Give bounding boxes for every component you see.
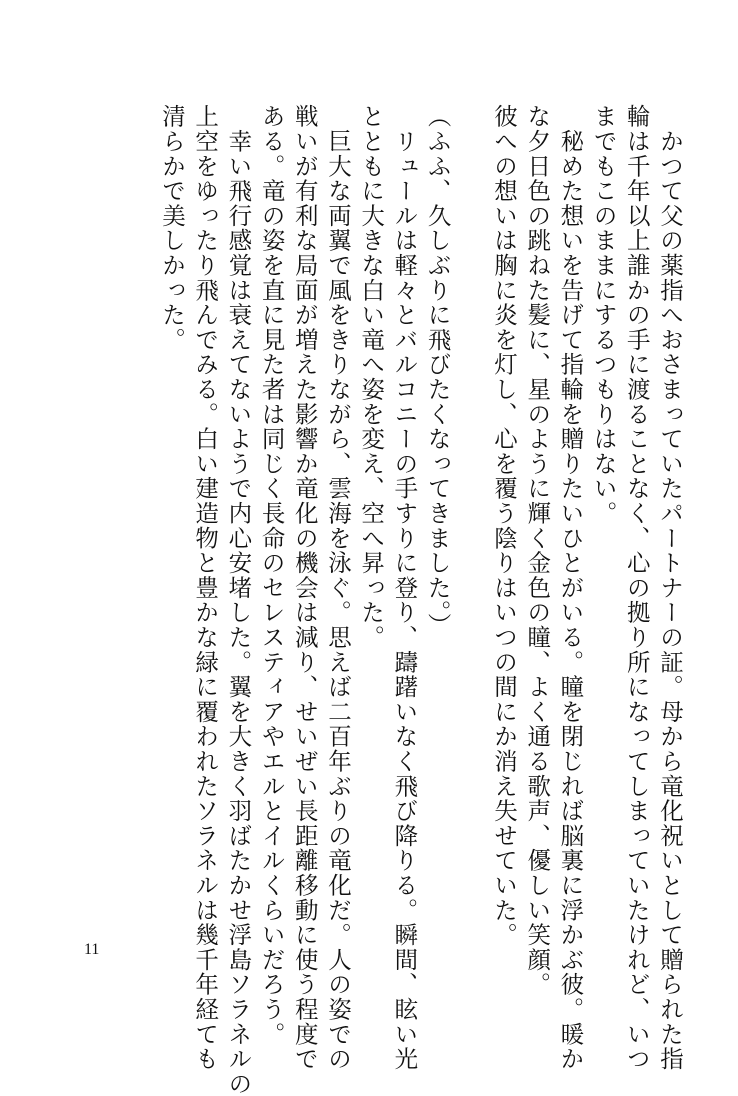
page-number: 11 — [84, 941, 100, 958]
text-line: （ふふ、久しぶりに飛びたくなってきました。） — [423, 104, 452, 638]
vertical-body-text — [155, 104, 686, 1096]
text-line: リュールは軽々とバルコニーの手すりに登り、躊躇いなく飛び降りる。瞬間、眩い光 — [390, 104, 419, 1072]
text-line: までもこのままにするつもりはない。 — [589, 104, 618, 526]
text-line: 上空をゆったり飛んでみる。白い建造物と豊かな緑に覆われたソラネルは幾千年経ても — [191, 104, 220, 1072]
text-line: 巨大な両翼で風をきりながら、雲海を泳ぐ。思えば二百年ぶりの竜化だ。人の姿での — [323, 104, 352, 1072]
text-line: かつて父の薬指へおさまっていたパートナーの証。母から竜化祝いとして贈られた指 — [656, 104, 684, 1072]
text-line: とともに大きな白い竜へ姿を変え、空へ昇った。 — [357, 104, 386, 650]
text-line: 幸い飛行感覚は衰えてないようで内心安堵した。翼を大きく羽ばたかせ浮島ソラネルの — [224, 104, 253, 1096]
text-line: 輪は千年以上誰かの手に渡ることなく、心の拠り所になってしまっていたけれど、いつ — [622, 104, 651, 1072]
text-line: 彼への想いは胸に炎を灯し、心を覆う陰りはいつの間にか消え失せていた。 — [489, 104, 518, 948]
text-line: 秘めた想いを告げて指輪を贈りたいひとがいる。瞳を閉じれば脳裏に浮かぶ彼。暖か — [556, 104, 585, 1072]
text-line: ある。竜の姿を直に見た者は同じく長命のセレスティアやエルとイルくらいだろう。 — [257, 104, 286, 1047]
text-line: 清らかで美しかった。 — [157, 104, 186, 352]
text-line: な夕日色の跳ねた髪に、星のように輝く金色の瞳、よく通る歌声、優しい笑顔。 — [523, 104, 552, 997]
text-line: 戦いが有利な局面が増えた影響か竜化の機会は減り、せいぜい長距離移動に使う程度で — [290, 104, 319, 1072]
blank-line — [454, 104, 487, 944]
